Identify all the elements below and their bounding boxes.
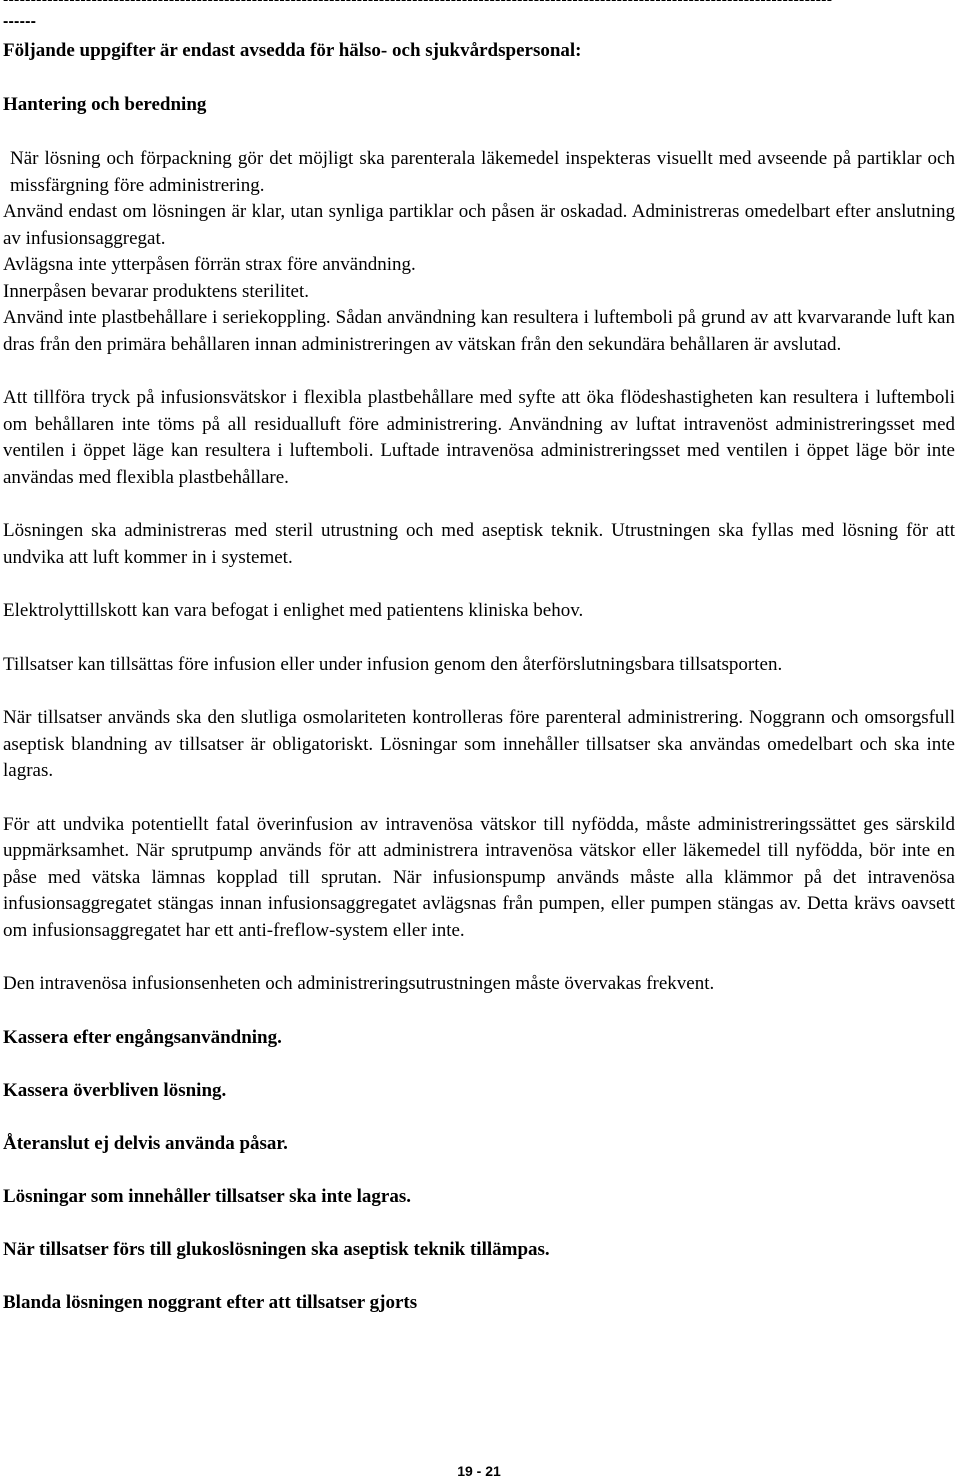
separator-tail: ------ bbox=[3, 13, 37, 30]
separator-line bbox=[3, 0, 955, 11]
bold-instruction: Återanslut ej delvis använda påsar. bbox=[3, 1132, 288, 1154]
paragraph-additives-port: Tillsatser kan tillsättas före infusion eller under infusion genom den återförslutningsbara tillsatsporten. bbox=[3, 653, 783, 675]
instruction-line: När lösning och förpackning gör det möjligt ska parenterala läkemedel inspekteras visuellt med avseende på partiklar och missfärgning före administrering. bbox=[10, 148, 955, 196]
paragraph-osmolarity: När tillsatser används ska den slutliga osmolariteten kontrolleras före parenteral administrering. Noggrann och omsorgsfull aseptisk blandning av tillsatser är obligatoriskt. Lösningar som innehåller tillsatser ska användas omedelbart och ska inte lagras. bbox=[3, 707, 955, 781]
section-heading-main: Följande uppgifter är endast avsedda för hälso- och sjukvårdspersonal: bbox=[3, 40, 582, 61]
instruction-line: Använd inte plastbehållare i seriekoppling. Sådan användning kan resultera i luftemboli på grund av att kvarvarande luft kan dras från den primära behållaren innan administreringen av vätskan från den sekundära behållaren är avslutad. bbox=[3, 307, 955, 355]
bold-instruction: När tillsatser förs till glukoslösningen ska aseptisk teknik tillämpas. bbox=[3, 1238, 550, 1260]
instruction-line: Avlägsna inte ytterpåsen förrän strax före användning. bbox=[3, 254, 416, 275]
paragraph-pressure-infusion: Att tillföra tryck på infusionsvätskor i flexibla plastbehållare med syfte att öka flödeshastigheten kan resultera i luftemboli om behållaren inte töms på all residualluft före administrering. Användning av luftat intravenöst administreringsset med ventilen i öppet läge kan resultera i luftemboli. Luftade intravenösa administreringsset med ventilen i öppet läge bör inte användas med flexibla plastbehållare. bbox=[3, 387, 955, 488]
paragraph-neonates: För att undvika potentiellt fatal överinfusion av intravenösa vätskor till nyfödda, måste administreringssättet ges särskild uppmärksamhet. När sprutpump används för att administrera intravenösa vätskor eller läkemedel till nyfödda, bör inte en påse med vätska lämnas kopplad till sprutan. När infusionspump används måste alla klämmor på det intravenösa infusionsaggregatet stängas innan infusionsaggregatet avlägsnas från pumpen, eller pumpen stängas av. Detta krävs oavsett om infusionsaggregatet har ett anti-freflow-system eller inte. bbox=[3, 813, 955, 941]
bold-instruction: Kassera efter engångsanvändning. bbox=[3, 1026, 282, 1048]
document-page bbox=[3, 0, 955, 1483]
bold-instruction: Lösningar som innehåller tillsatser ska inte lagras. bbox=[3, 1185, 412, 1207]
instruction-line: Innerpåsen bevarar produktens sterilitet. bbox=[3, 280, 309, 302]
bold-instruction: Kassera överbliven lösning. bbox=[3, 1079, 227, 1101]
paragraph-monitoring: Den intravenösa infusionsenheten och administreringsutrustningen måste övervakas frekvent. bbox=[3, 973, 715, 994]
handling-instructions bbox=[3, 146, 955, 358]
section-heading-handling: Hantering och beredning bbox=[3, 94, 207, 115]
bold-instruction: Blanda lösningen noggrant efter att tillsatser gjorts bbox=[3, 1291, 418, 1313]
instruction-line: Använd endast om lösningen är klar, utan synliga partiklar och påsen är oskadad. Administreras omedelbart efter anslutning av infusionsaggregat. bbox=[3, 201, 955, 249]
paragraph-electrolytes: Elektrolyttillskott kan vara befogat i enlighet med patientens kliniska behov. bbox=[3, 600, 584, 621]
paragraph-aseptic: Lösningen ska administreras med steril utrustning och med aseptisk teknik. Utrustningen ska fyllas med lösning för att undvika att luft kommer in i systemet. bbox=[3, 520, 955, 568]
page-number: 19 - 21 bbox=[457, 1463, 501, 1479]
